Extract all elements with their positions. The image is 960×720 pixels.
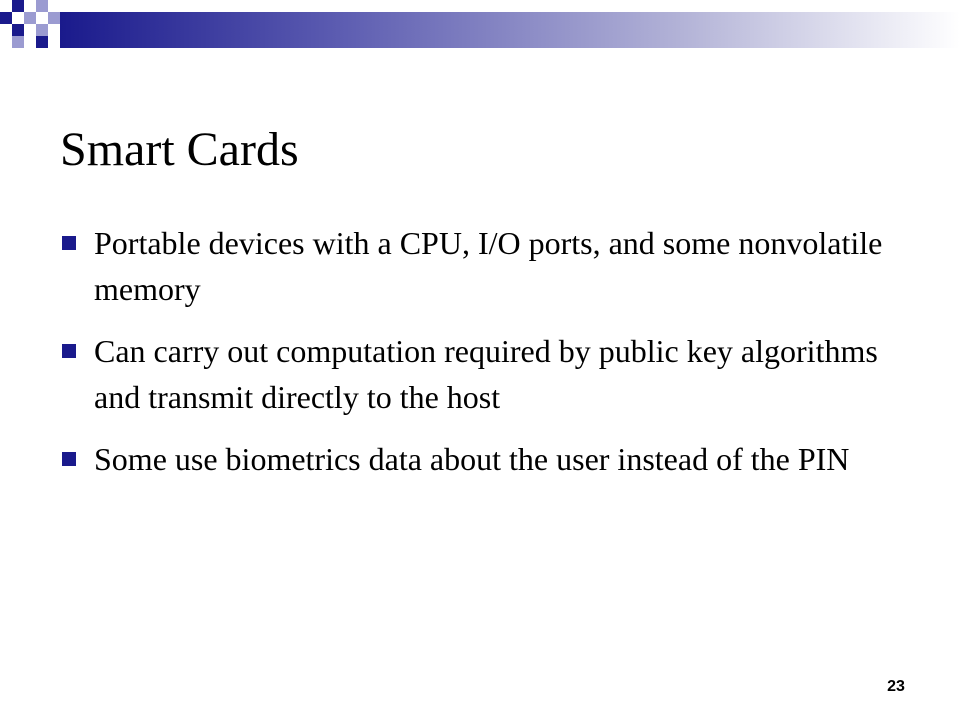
decor-square-icon bbox=[36, 0, 48, 12]
decor-square-icon bbox=[12, 0, 24, 12]
decor-square-icon bbox=[12, 36, 24, 48]
bullet-item bbox=[60, 328, 920, 420]
square-bullet-icon bbox=[62, 344, 76, 358]
page-number: 23 bbox=[887, 678, 905, 695]
bullet-text: Can carry out computation required by public key algorithms and transmit directly to the host bbox=[94, 333, 878, 415]
decor-square-icon bbox=[48, 12, 60, 24]
bullet-text: Portable devices with a CPU, I/O ports, and some nonvolatile memory bbox=[94, 225, 883, 307]
bullet-text: Some use biometrics data about the user instead of the PIN bbox=[94, 441, 850, 477]
slide-title: Smart Cards bbox=[60, 123, 299, 176]
bullet-item bbox=[60, 220, 920, 312]
decor-square-icon bbox=[12, 24, 24, 36]
decor-square-icon bbox=[36, 24, 48, 36]
bullet-list bbox=[60, 220, 920, 498]
square-bullet-icon bbox=[62, 236, 76, 250]
decor-square-icon bbox=[36, 36, 48, 48]
bullet-item bbox=[60, 436, 920, 482]
header-gradient-bar bbox=[60, 12, 960, 48]
decor-square-icon bbox=[24, 12, 36, 24]
square-bullet-icon bbox=[62, 452, 76, 466]
decor-square-icon bbox=[0, 12, 12, 24]
